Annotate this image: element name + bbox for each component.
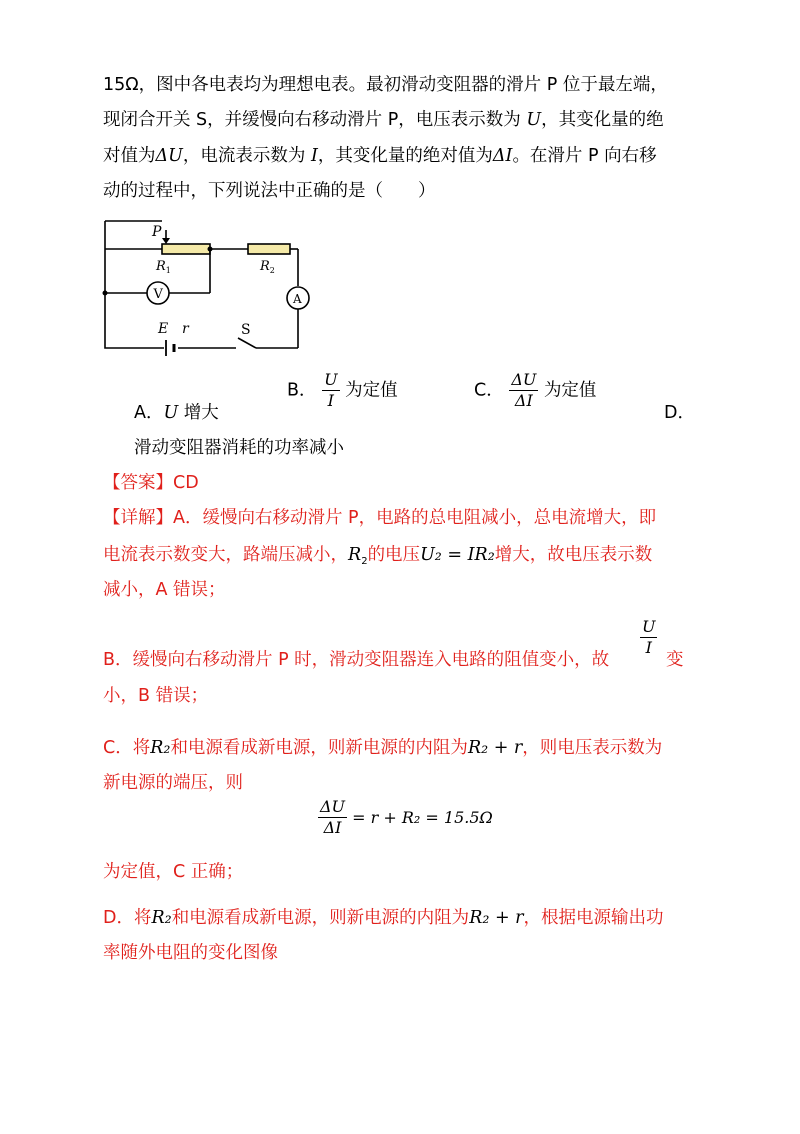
explanation-C-line-1: C．将R₂和电源看成新电源，则新电源的内阻为R₂ + r，则电压表示数为 [103, 738, 663, 758]
explanation-B-fraction: $\frac{U}{I}$ [642, 617, 656, 657]
voltmeter-icon: V [153, 287, 163, 302]
label-r: r [182, 321, 189, 337]
option-B: B． $\frac{U}{I}$ 为定值 [287, 370, 398, 410]
explanation-D-line-1: D．将R₂和电源看成新电源，则新电源的内阻为R₂ + r，根据电源输出功 [103, 908, 664, 928]
circuit-diagram [100, 216, 310, 356]
slider-arrow-icon [162, 238, 170, 244]
option-B-fraction: $\frac{U}{I}$ [324, 370, 338, 410]
ammeter-icon: A [293, 292, 302, 306]
option-A: A．U 增大 [134, 403, 219, 423]
answer-line: 【答案】CD [103, 473, 199, 493]
label-P: P [152, 224, 162, 240]
label-R2: $R_2$ [260, 259, 275, 275]
explanation-B-line-1: B．缓慢向右移动滑片 P 时，滑动变阻器连入电路的阻值变小，故 [103, 650, 610, 670]
question-line-2: 现闭合开关 S，并缓慢向右移动滑片 P，电压表示数为 U，其变化量的绝 [103, 110, 664, 130]
option-D-text: 滑动变阻器消耗的功率减小 [134, 438, 344, 458]
explanation-D-line-2: 率随外电阻的变化图像 [103, 943, 278, 963]
explanation-B-line-2: 小，B 错误； [103, 686, 209, 706]
option-C-fraction: $\frac{\Delta U}{\Delta I}$ [511, 370, 537, 410]
question-line-4: 动的过程中，下列说法中正确的是（ ） [103, 181, 436, 201]
question-line-3: 对值为ΔU，电流表示数为 I，其变化量的绝对值为ΔI。在滑片 P 向右移 [103, 146, 657, 166]
option-C: C． $\frac{\Delta U}{\Delta I}$ 为定值 [474, 370, 597, 410]
explanation-C-equation: $\frac{\Delta U}{\Delta I}$ = r + R₂ = 15.5Ω [320, 797, 493, 837]
label-R1: $R_1$ [156, 259, 171, 275]
explanation-B-line-1-end: 变 [666, 650, 684, 670]
question-line-1: 15Ω，图中各电表均为理想电表。最初滑动变阻器的滑片 P 位于最左端， [103, 75, 668, 95]
explanation-A-line-2: 电流表示数变大，路端压减小，$R_2$的电压U₂ = IR₂增大，故电压表示数 [103, 545, 653, 567]
explanation-C-line-2: 新电源的端压，则 [103, 773, 243, 793]
option-D-prefix: D． [664, 403, 695, 423]
label-S: S [241, 322, 251, 338]
explanation-C-line-3: 为定值，C 正确； [103, 862, 244, 882]
explanation-A-line-1: 【详解】A．缓慢向右移动滑片 P，电路的总电阻减小，总电流增大，即 [103, 508, 657, 528]
explanation-A-line-3: 减小，A 错误； [103, 580, 226, 600]
label-E: E [158, 321, 169, 337]
